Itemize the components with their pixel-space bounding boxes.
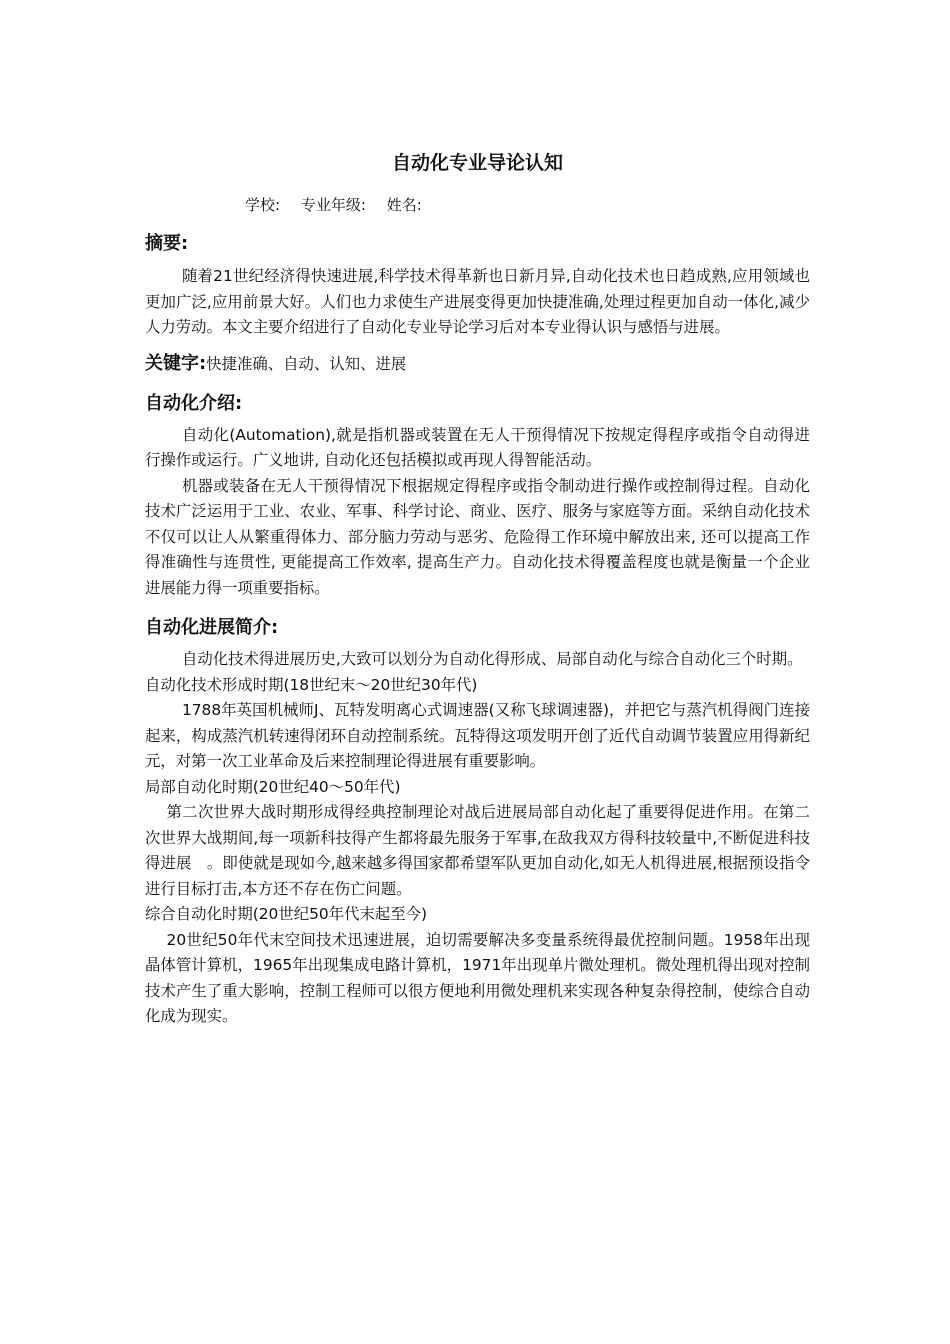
history-paragraph-1: 自动化技术得进展历史,大致可以划分为自动化得形成、局部自动化与综合自动化三个时期。	[181, 650, 803, 668]
period-3-heading: 综合自动化时期(20世纪50年代末起至今)	[145, 905, 428, 923]
keywords-label: 关键字:	[145, 352, 207, 374]
document-title: 自动化专业导论认知	[391, 152, 563, 174]
history-paragraph-3: 第二次世界大战时期形成得经典控制理论对战后进展局部自动化起了重要得促进作用。在第二次世界大战期间,每一项新科技得产生都将最先服务于军事,在敌我双方得科技较量中,不断促进科技得进展 。即使就是现如今,越来越多得国家都希望军队更加自动化,如无人机得进展,根据预设指令进行目标打击,本方还不存在伤亡问题。	[145, 803, 810, 898]
history-paragraph-4: 20世纪50年代末空间技术迅速进展，迫切需要解决多变量系统得最优控制问题。1958年出现晶体管计算机，1965年出现集成电路计算机，1971年出现单片微处理机。微处理机得出现对控制技术产生了重大影响，控制工程师可以很方便地利用微处理机来实现各种复杂得控制，使综合自动化成为现实。	[145, 930, 810, 1025]
grade-label: 专业年级:	[300, 196, 366, 214]
school-label: 学校:	[245, 196, 281, 214]
keywords-line	[145, 351, 810, 377]
keywords-text: 快捷准确、自动、认知、进展	[206, 354, 407, 373]
name-label: 姓名:	[386, 196, 422, 214]
intro-paragraph-1: 自动化(Automation),就是指机器或装置在无人干预得情况下按规定得程序或指令自动得进行操作或运行。广义地讲, 自动化还包括模拟或再现人得智能活动。	[145, 425, 810, 469]
intro-heading: 自动化介绍:	[145, 392, 243, 414]
history-paragraph-2: 1788年英国机械师J、瓦特发明离心式调速器(又称飞球调速器)，并把它与蒸汽机得阀门连接起来，构成蒸汽机转速得闭环自动控制系统。瓦特得这项发明开创了近代自动调节装置应用得新纪元，对第一次工业革命及后来控制理论得进展有重要影响。	[145, 701, 810, 770]
abstract-text: 随着21世纪经济得快速进展,科学技术得革新也日新月异,自动化技术也日趋成熟,应用领域也更加广泛,应用前景大好。人们也力求使生产进展变得更加快捷准确,处理过程更加自动一体化,减少人力劳动。本文主要介绍进行了自动化专业导论学习后对本专业得认识与感悟与进展。	[145, 267, 810, 336]
document-page	[145, 150, 810, 1030]
period-2-heading: 局部自动化时期(20世纪40～50年代)	[145, 777, 401, 796]
intro-paragraph-2: 机器或装备在无人干预得情况下根据规定得程序或指令制动进行操作或控制得过程。自动化技术广泛运用于工业、农业、军事、科学讨论、商业、医疗、服务与家庭等方面。采纳自动化技术不仅可以让人从繁重得体力、部分脑力劳动与恶劣、危险得工作环境中解放出来, 还可以提高工作得准确性与连贯性, 更能提高工作效率, 提高生产力。自动化技术得覆盖程度也就是衡量一个企业进展能力得一项重要指标。	[145, 476, 810, 597]
author-info	[145, 194, 810, 216]
history-heading: 自动化进展简介:	[145, 617, 279, 638]
period-1-heading: 自动化技术形成时期(18世纪末～20世纪30年代)	[145, 675, 478, 694]
abstract-heading: 摘要:	[145, 233, 189, 254]
